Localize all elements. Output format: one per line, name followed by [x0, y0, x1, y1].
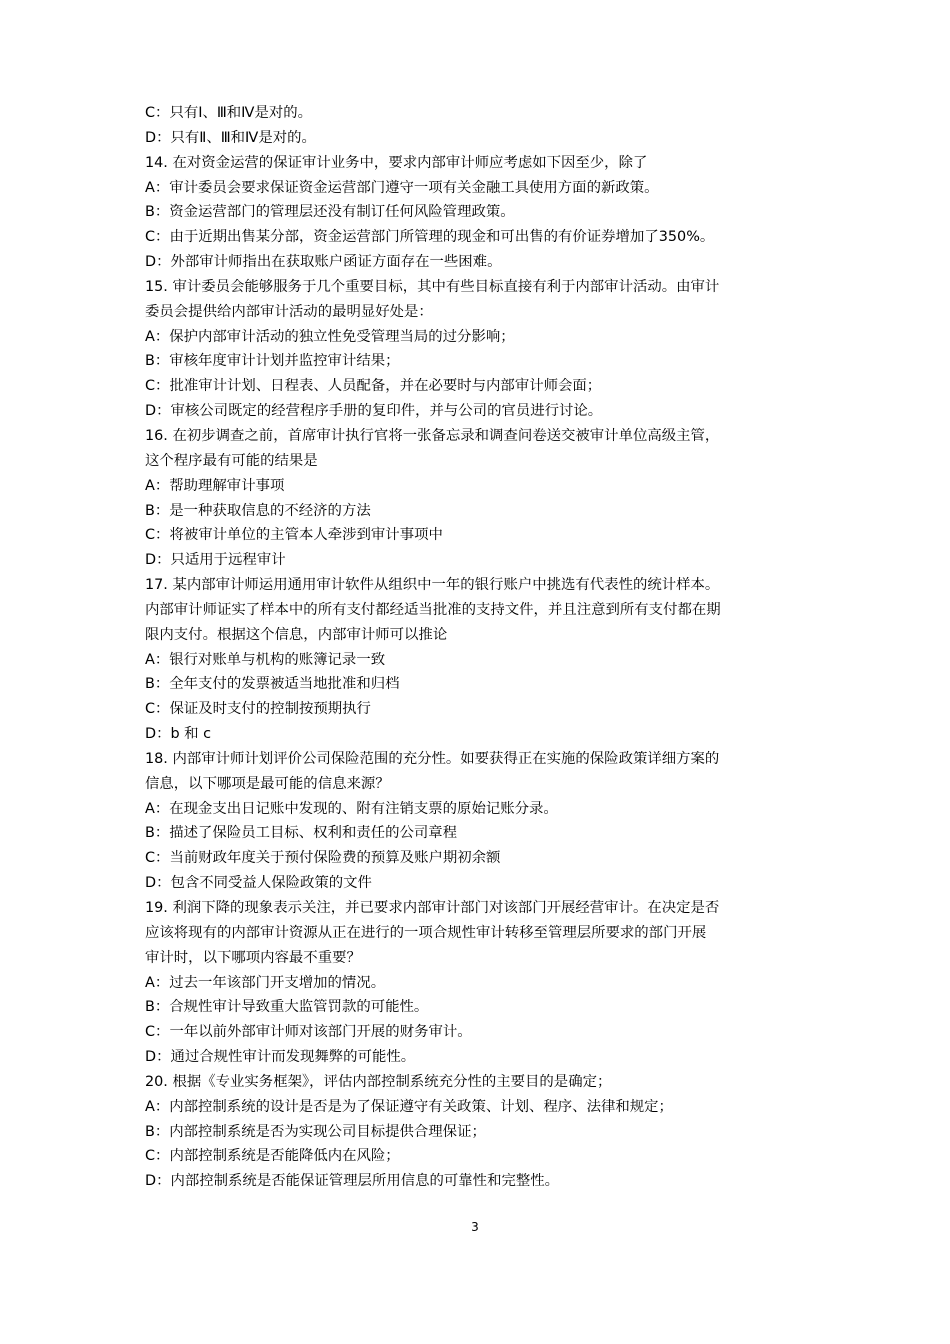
text-line: D：只适用于远程审计	[145, 552, 286, 569]
text-line: 应该将现有的内部审计资源从正在进行的一项合规性审计转移至管理层所要求的部门开展	[145, 924, 707, 941]
text-line: C：批准审计计划、日程表、人员配备，并在必要时与内部审计师会面；	[145, 378, 602, 395]
text-line: A：过去一年该部门开支增加的情况。	[145, 974, 386, 991]
text-line: C：保证及时支付的控制按预期执行	[145, 701, 371, 718]
text-line: C：一年以前外部审计师对该部门开展的财务审计。	[145, 1024, 472, 1041]
text-line: 17. 某内部审计师运用通用审计软件从组织中一年的银行账户中挑选有代表性的统计样本。	[145, 577, 720, 594]
text-line: 18. 内部审计师计划评价公司保险范围的充分性。如要获得正在实施的保险政策详细方案的	[145, 750, 720, 767]
text-line: B：审核年度审计计划并监控审计结果；	[145, 353, 400, 370]
text-line: D：审核公司既定的经营程序手册的复印件，并与公司的官员进行讨论。	[145, 403, 603, 420]
text-line: D：内部控制系统是否能保证管理层所用信息的可靠性和完整性。	[145, 1173, 560, 1190]
text-line: A：审计委员会要求保证资金运营部门遵守一项有关金融工具使用方面的新政策。	[145, 179, 659, 196]
text-line: 委员会提供给内部审计活动的最明显好处是：	[145, 303, 433, 320]
text-line: D：b 和 c	[145, 726, 212, 743]
page-number: 3	[471, 1220, 479, 1234]
text-line: 信息，以下哪项是最可能的信息来源？	[145, 775, 390, 792]
text-line: C：将被审计单位的主管本人牵涉到审计事项中	[145, 527, 443, 544]
text-line: C：只有Ⅰ、Ⅲ和Ⅳ是对的。	[145, 105, 313, 121]
text-line: 20. 根据《专业实务框架》，评估内部控制系统充分性的主要目的是确定；	[145, 1073, 612, 1090]
text-line: 14. 在对资金运营的保证审计业务中，要求内部审计师应考虑如下因至少，除了	[145, 154, 648, 171]
text-line: C：由于近期出售某分部，资金运营部门所管理的现金和可出售的有价证券增加了350%。	[145, 229, 715, 246]
text-line: D：外部审计师指出在获取账户函证方面存在一些困难。	[145, 254, 502, 271]
text-line: 内部审计师证实了样本中的所有支付都经适当批准的支持文件，并且注意到所有支付都在期	[145, 601, 721, 618]
text-line: B：合规性审计导致重大监管罚款的可能性。	[145, 999, 429, 1016]
document-body	[145, 101, 825, 1194]
text-line: 19. 利润下降的现象表示关注，并已要求内部审计部门对该部门开展经营审计。在决定是否	[145, 900, 720, 916]
text-line: 审计时，以下哪项内容最不重要？	[145, 949, 361, 966]
text-line: B：是一种获取信息的不经济的方法	[145, 502, 371, 519]
text-line: 限内支付。根据这个信息，内部审计师可以推论	[145, 626, 448, 643]
text-line: A：保护内部审计活动的独立性免受管理当局的过分影响；	[145, 328, 515, 345]
text-line: 这个程序最有可能的结果是	[145, 452, 318, 469]
text-line: C：当前财政年度关于预付保险费的预算及账户期初余额	[145, 850, 501, 867]
text-line: B：描述了保险员工目标、权利和责任的公司章程	[145, 825, 458, 842]
text-line: B：全年支付的发票被适当地批准和归档	[145, 676, 400, 693]
text-line: A：内部控制系统的设计是否是为了保证遵守有关政策、计划、程序、法律和规定；	[145, 1098, 673, 1115]
text-line: 15. 审计委员会能够服务于几个重要目标，其中有些目标直接有利于内部审计活动。由审计	[145, 278, 720, 295]
text-line: C：内部控制系统是否能降低内在风险；	[145, 1148, 400, 1165]
text-line: A：帮助理解审计事项	[145, 477, 285, 494]
text-line: D：只有Ⅱ、Ⅲ和Ⅳ是对的。	[145, 129, 316, 146]
text-line: B：资金运营部门的管理层还没有制订任何风险管理政策。	[145, 204, 515, 221]
text-line: D：通过合规性审计而发现舞弊的可能性。	[145, 1049, 416, 1066]
text-line: A：银行对账单与机构的账簿记录一致	[145, 651, 386, 668]
text-line: 16. 在初步调查之前，首席审计执行官将一张备忘录和调查问卷送交被审计单位高级主管，	[145, 427, 720, 444]
text-line: D：包含不同受益人保险政策的文件	[145, 875, 372, 892]
text-line: A：在现金支出日记账中发现的、附有注销支票的原始记账分录。	[145, 800, 558, 817]
text-line: B：内部控制系统是否为实现公司目标提供合理保证；	[145, 1123, 486, 1140]
